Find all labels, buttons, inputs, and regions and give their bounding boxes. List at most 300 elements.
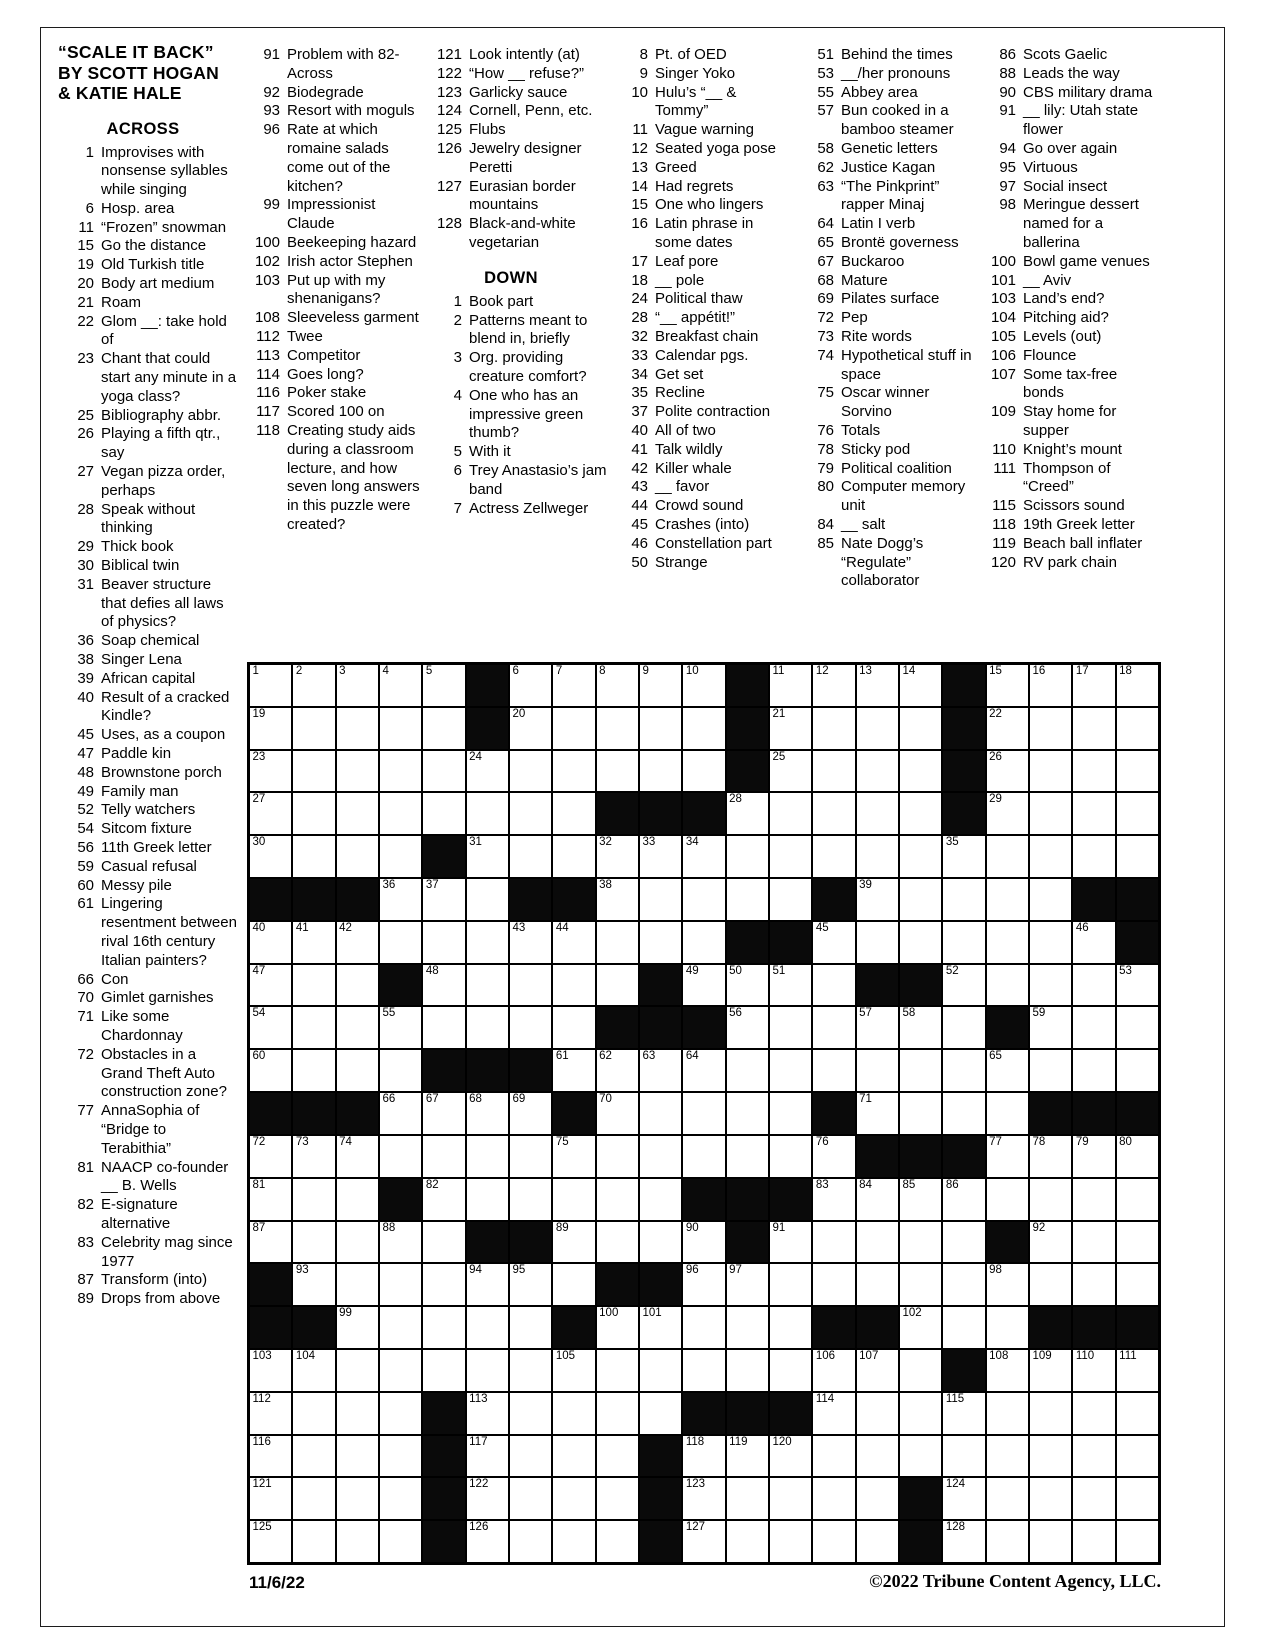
grid-cell[interactable]	[379, 1263, 422, 1306]
grid-cell[interactable]	[726, 1306, 769, 1349]
grid-cell[interactable]	[942, 1435, 985, 1478]
grid-cell[interactable]	[986, 792, 1029, 835]
grid-cell[interactable]	[899, 1435, 942, 1478]
grid-cell[interactable]	[509, 1392, 552, 1435]
grid-cell[interactable]	[942, 835, 985, 878]
grid-cell[interactable]	[596, 921, 639, 964]
grid-cell[interactable]	[422, 1092, 465, 1135]
grid-cell[interactable]	[639, 664, 682, 707]
grid-cell[interactable]	[639, 1392, 682, 1435]
grid-cell[interactable]	[509, 750, 552, 793]
grid-cell[interactable]	[1116, 1477, 1159, 1520]
grid-cell[interactable]	[336, 1049, 379, 1092]
grid-cell[interactable]	[422, 750, 465, 793]
grid-cell[interactable]	[899, 664, 942, 707]
grid-cell[interactable]	[1072, 750, 1115, 793]
grid-cell[interactable]	[552, 1520, 595, 1563]
grid-cell[interactable]	[509, 1520, 552, 1563]
grid-cell[interactable]	[812, 707, 855, 750]
grid-cell[interactable]	[466, 878, 509, 921]
grid-cell[interactable]	[986, 1392, 1029, 1435]
grid-cell[interactable]	[466, 964, 509, 1007]
grid-cell[interactable]	[899, 1049, 942, 1092]
grid-cell[interactable]	[1029, 1520, 1072, 1563]
grid-cell[interactable]	[336, 1178, 379, 1221]
grid-cell[interactable]	[552, 792, 595, 835]
grid-cell[interactable]	[1029, 1435, 1072, 1478]
grid-cell[interactable]	[292, 1477, 335, 1520]
grid-cell[interactable]	[1116, 1178, 1159, 1221]
grid-cell[interactable]	[1072, 1477, 1115, 1520]
grid-cell[interactable]	[1116, 1263, 1159, 1306]
grid-cell[interactable]	[249, 1135, 292, 1178]
grid-cell[interactable]	[422, 1221, 465, 1264]
grid-cell[interactable]	[856, 750, 899, 793]
grid-cell[interactable]	[812, 921, 855, 964]
grid-cell[interactable]	[292, 1049, 335, 1092]
grid-cell[interactable]	[986, 707, 1029, 750]
grid-cell[interactable]	[1029, 878, 1072, 921]
grid-cell[interactable]	[292, 1520, 335, 1563]
grid-cell[interactable]	[379, 664, 422, 707]
grid-cell[interactable]	[1116, 792, 1159, 835]
grid-cell[interactable]	[812, 1392, 855, 1435]
grid-cell[interactable]	[466, 750, 509, 793]
grid-cell[interactable]	[336, 792, 379, 835]
grid-cell[interactable]	[249, 835, 292, 878]
grid-cell[interactable]	[552, 964, 595, 1007]
grid-cell[interactable]	[422, 878, 465, 921]
grid-cell[interactable]	[812, 1263, 855, 1306]
grid-cell[interactable]	[249, 1349, 292, 1392]
grid-cell[interactable]	[292, 664, 335, 707]
grid-cell[interactable]	[986, 1092, 1029, 1135]
grid-cell[interactable]	[1072, 792, 1115, 835]
grid-cell[interactable]	[1029, 1135, 1072, 1178]
grid-cell[interactable]	[682, 835, 725, 878]
grid-cell[interactable]	[856, 1263, 899, 1306]
grid-cell[interactable]	[986, 1349, 1029, 1392]
grid-cell[interactable]	[552, 1349, 595, 1392]
grid-cell[interactable]	[812, 1520, 855, 1563]
grid-cell[interactable]	[292, 835, 335, 878]
grid-cell[interactable]	[1116, 707, 1159, 750]
grid-cell[interactable]	[769, 1135, 812, 1178]
grid-cell[interactable]	[682, 1221, 725, 1264]
grid-cell[interactable]	[552, 1263, 595, 1306]
grid-cell[interactable]	[1116, 1392, 1159, 1435]
grid-cell[interactable]	[509, 1006, 552, 1049]
grid-cell[interactable]	[726, 1135, 769, 1178]
grid-cell[interactable]	[596, 707, 639, 750]
grid-cell[interactable]	[769, 1477, 812, 1520]
grid-cell[interactable]	[1072, 1349, 1115, 1392]
grid-cell[interactable]	[639, 750, 682, 793]
grid-cell[interactable]	[769, 1349, 812, 1392]
grid-cell[interactable]	[942, 1263, 985, 1306]
grid-cell[interactable]	[986, 1477, 1029, 1520]
grid-cell[interactable]	[942, 1178, 985, 1221]
grid-cell[interactable]	[899, 1221, 942, 1264]
grid-cell[interactable]	[1072, 964, 1115, 1007]
grid-cell[interactable]	[292, 750, 335, 793]
grid-cell[interactable]	[422, 1135, 465, 1178]
grid-cell[interactable]	[509, 835, 552, 878]
grid-cell[interactable]	[726, 1477, 769, 1520]
grid-cell[interactable]	[639, 1221, 682, 1264]
grid-cell[interactable]	[422, 1306, 465, 1349]
grid-cell[interactable]	[899, 792, 942, 835]
grid-cell[interactable]	[379, 1221, 422, 1264]
grid-cell[interactable]	[596, 1135, 639, 1178]
grid-cell[interactable]	[249, 1221, 292, 1264]
grid-cell[interactable]	[249, 707, 292, 750]
grid-cell[interactable]	[249, 1006, 292, 1049]
grid-cell[interactable]	[336, 1263, 379, 1306]
grid-cell[interactable]	[336, 1349, 379, 1392]
grid-cell[interactable]	[899, 707, 942, 750]
grid-cell[interactable]	[1116, 1520, 1159, 1563]
grid-cell[interactable]	[292, 1392, 335, 1435]
grid-cell[interactable]	[1029, 921, 1072, 964]
grid-cell[interactable]	[682, 1349, 725, 1392]
grid-cell[interactable]	[422, 792, 465, 835]
grid-cell[interactable]	[942, 921, 985, 964]
grid-cell[interactable]	[1072, 835, 1115, 878]
grid-cell[interactable]	[899, 1306, 942, 1349]
grid-cell[interactable]	[1072, 1006, 1115, 1049]
grid-cell[interactable]	[812, 1477, 855, 1520]
grid-cell[interactable]	[596, 1221, 639, 1264]
grid-cell[interactable]	[682, 1477, 725, 1520]
grid-cell[interactable]	[249, 750, 292, 793]
grid-cell[interactable]	[726, 1092, 769, 1135]
grid-cell[interactable]	[596, 878, 639, 921]
grid-cell[interactable]	[509, 1349, 552, 1392]
grid-cell[interactable]	[726, 1520, 769, 1563]
grid-cell[interactable]	[812, 1006, 855, 1049]
grid-cell[interactable]	[596, 964, 639, 1007]
grid-cell[interactable]	[422, 664, 465, 707]
grid-cell[interactable]	[1072, 664, 1115, 707]
grid-cell[interactable]	[596, 1520, 639, 1563]
grid-cell[interactable]	[336, 750, 379, 793]
grid-cell[interactable]	[552, 1049, 595, 1092]
grid-cell[interactable]	[422, 707, 465, 750]
grid-cell[interactable]	[639, 921, 682, 964]
grid-cell[interactable]	[552, 921, 595, 964]
grid-cell[interactable]	[1072, 921, 1115, 964]
grid-cell[interactable]	[899, 1178, 942, 1221]
grid-cell[interactable]	[1072, 1392, 1115, 1435]
grid-cell[interactable]	[682, 1135, 725, 1178]
grid-cell[interactable]	[292, 921, 335, 964]
grid-cell[interactable]	[1116, 835, 1159, 878]
grid-cell[interactable]	[1072, 1520, 1115, 1563]
grid-cell[interactable]	[422, 1349, 465, 1392]
grid-cell[interactable]	[466, 1477, 509, 1520]
grid-cell[interactable]	[726, 1049, 769, 1092]
grid-cell[interactable]	[379, 1049, 422, 1092]
grid-cell[interactable]	[292, 1435, 335, 1478]
grid-cell[interactable]	[1116, 750, 1159, 793]
grid-cell[interactable]	[552, 1006, 595, 1049]
grid-cell[interactable]	[899, 921, 942, 964]
grid-cell[interactable]	[466, 1006, 509, 1049]
grid-cell[interactable]	[682, 750, 725, 793]
grid-cell[interactable]	[596, 1477, 639, 1520]
grid-cell[interactable]	[509, 1135, 552, 1178]
grid-cell[interactable]	[379, 1349, 422, 1392]
grid-cell[interactable]	[249, 792, 292, 835]
grid-cell[interactable]	[1029, 835, 1072, 878]
grid-cell[interactable]	[422, 1006, 465, 1049]
grid-cell[interactable]	[812, 1178, 855, 1221]
grid-cell[interactable]	[466, 1263, 509, 1306]
grid-cell[interactable]	[422, 921, 465, 964]
grid-cell[interactable]	[509, 964, 552, 1007]
grid-cell[interactable]	[899, 1392, 942, 1435]
grid-cell[interactable]	[379, 707, 422, 750]
grid-cell[interactable]	[596, 1392, 639, 1435]
grid-cell[interactable]	[292, 1221, 335, 1264]
grid-cell[interactable]	[942, 1306, 985, 1349]
grid-cell[interactable]	[769, 1092, 812, 1135]
grid-cell[interactable]	[1072, 1221, 1115, 1264]
grid-cell[interactable]	[292, 1349, 335, 1392]
grid-cell[interactable]	[1072, 1049, 1115, 1092]
grid-cell[interactable]	[856, 1049, 899, 1092]
grid-cell[interactable]	[682, 707, 725, 750]
grid-cell[interactable]	[726, 1006, 769, 1049]
grid-cell[interactable]	[422, 1263, 465, 1306]
grid-cell[interactable]	[856, 1435, 899, 1478]
grid-cell[interactable]	[986, 964, 1029, 1007]
grid-cell[interactable]	[812, 664, 855, 707]
grid-cell[interactable]	[1116, 1135, 1159, 1178]
grid-cell[interactable]	[769, 878, 812, 921]
grid-cell[interactable]	[336, 835, 379, 878]
grid-cell[interactable]	[509, 792, 552, 835]
grid-cell[interactable]	[249, 664, 292, 707]
grid-cell[interactable]	[1029, 1049, 1072, 1092]
grid-cell[interactable]	[682, 1092, 725, 1135]
grid-cell[interactable]	[639, 707, 682, 750]
grid-cell[interactable]	[466, 1178, 509, 1221]
grid-cell[interactable]	[899, 750, 942, 793]
grid-cell[interactable]	[509, 1435, 552, 1478]
grid-cell[interactable]	[552, 1221, 595, 1264]
grid-cell[interactable]	[986, 921, 1029, 964]
grid-cell[interactable]	[466, 1135, 509, 1178]
grid-cell[interactable]	[1029, 707, 1072, 750]
grid-cell[interactable]	[986, 750, 1029, 793]
grid-cell[interactable]	[682, 1306, 725, 1349]
grid-cell[interactable]	[336, 964, 379, 1007]
grid-cell[interactable]	[552, 1178, 595, 1221]
grid-cell[interactable]	[249, 1520, 292, 1563]
grid-cell[interactable]	[682, 664, 725, 707]
grid-cell[interactable]	[986, 664, 1029, 707]
grid-cell[interactable]	[856, 1092, 899, 1135]
grid-cell[interactable]	[336, 1477, 379, 1520]
grid-cell[interactable]	[422, 964, 465, 1007]
grid-cell[interactable]	[1072, 707, 1115, 750]
grid-cell[interactable]	[466, 792, 509, 835]
grid-cell[interactable]	[812, 964, 855, 1007]
grid-cell[interactable]	[899, 835, 942, 878]
grid-cell[interactable]	[336, 1392, 379, 1435]
grid-cell[interactable]	[336, 707, 379, 750]
grid-cell[interactable]	[1029, 1263, 1072, 1306]
grid-cell[interactable]	[292, 1135, 335, 1178]
grid-cell[interactable]	[639, 1349, 682, 1392]
grid-cell[interactable]	[249, 1049, 292, 1092]
grid-cell[interactable]	[812, 1049, 855, 1092]
grid-cell[interactable]	[812, 792, 855, 835]
grid-cell[interactable]	[942, 1092, 985, 1135]
grid-cell[interactable]	[1116, 664, 1159, 707]
grid-cell[interactable]	[682, 1520, 725, 1563]
grid-cell[interactable]	[769, 964, 812, 1007]
grid-cell[interactable]	[856, 792, 899, 835]
grid-cell[interactable]	[379, 1520, 422, 1563]
grid-cell[interactable]	[986, 1306, 1029, 1349]
grid-cell[interactable]	[292, 1178, 335, 1221]
grid-cell[interactable]	[856, 921, 899, 964]
grid-cell[interactable]	[856, 1477, 899, 1520]
grid-cell[interactable]	[769, 792, 812, 835]
grid-cell[interactable]	[1116, 1435, 1159, 1478]
grid-cell[interactable]	[1029, 1221, 1072, 1264]
grid-cell[interactable]	[336, 664, 379, 707]
grid-cell[interactable]	[509, 707, 552, 750]
grid-cell[interactable]	[769, 1049, 812, 1092]
grid-cell[interactable]	[726, 792, 769, 835]
grid-cell[interactable]	[986, 835, 1029, 878]
grid-cell[interactable]	[986, 1049, 1029, 1092]
grid-cell[interactable]	[986, 1435, 1029, 1478]
grid-cell[interactable]	[769, 664, 812, 707]
grid-cell[interactable]	[596, 1349, 639, 1392]
grid-cell[interactable]	[639, 1092, 682, 1135]
grid-cell[interactable]	[1116, 1349, 1159, 1392]
grid-cell[interactable]	[466, 1306, 509, 1349]
grid-cell[interactable]	[379, 878, 422, 921]
grid-cell[interactable]	[466, 1435, 509, 1478]
grid-cell[interactable]	[1029, 1006, 1072, 1049]
grid-cell[interactable]	[1029, 750, 1072, 793]
grid-cell[interactable]	[596, 835, 639, 878]
grid-cell[interactable]	[899, 1263, 942, 1306]
grid-cell[interactable]	[942, 1392, 985, 1435]
grid-cell[interactable]	[292, 707, 335, 750]
grid-cell[interactable]	[726, 1435, 769, 1478]
grid-cell[interactable]	[379, 921, 422, 964]
grid-cell[interactable]	[942, 1049, 985, 1092]
grid-cell[interactable]	[856, 1392, 899, 1435]
grid-cell[interactable]	[1029, 1178, 1072, 1221]
grid-cell[interactable]	[1116, 1049, 1159, 1092]
grid-cell[interactable]	[682, 1049, 725, 1092]
grid-cell[interactable]	[1116, 964, 1159, 1007]
grid-cell[interactable]	[379, 835, 422, 878]
grid-cell[interactable]	[379, 1135, 422, 1178]
grid-cell[interactable]	[856, 878, 899, 921]
grid-cell[interactable]	[466, 1392, 509, 1435]
grid-cell[interactable]	[856, 1178, 899, 1221]
grid-cell[interactable]	[812, 1435, 855, 1478]
grid-cell[interactable]	[509, 1092, 552, 1135]
grid-cell[interactable]	[769, 1006, 812, 1049]
grid-cell[interactable]	[769, 1306, 812, 1349]
grid-cell[interactable]	[769, 1435, 812, 1478]
grid-cell[interactable]	[899, 1092, 942, 1135]
grid-cell[interactable]	[942, 1221, 985, 1264]
grid-cell[interactable]	[639, 878, 682, 921]
grid-cell[interactable]	[596, 750, 639, 793]
grid-cell[interactable]	[292, 964, 335, 1007]
grid-cell[interactable]	[1029, 664, 1072, 707]
grid-cell[interactable]	[856, 835, 899, 878]
grid-cell[interactable]	[726, 835, 769, 878]
grid-cell[interactable]	[379, 1435, 422, 1478]
grid-cell[interactable]	[552, 1135, 595, 1178]
grid-cell[interactable]	[336, 1221, 379, 1264]
grid-cell[interactable]	[986, 1178, 1029, 1221]
grid-cell[interactable]	[1029, 1392, 1072, 1435]
grid-cell[interactable]	[856, 1221, 899, 1264]
grid-cell[interactable]	[552, 707, 595, 750]
grid-cell[interactable]	[639, 1306, 682, 1349]
grid-cell[interactable]	[942, 878, 985, 921]
grid-cell[interactable]	[596, 1306, 639, 1349]
grid-cell[interactable]	[596, 1092, 639, 1135]
grid-cell[interactable]	[856, 707, 899, 750]
grid-cell[interactable]	[942, 1006, 985, 1049]
grid-cell[interactable]	[336, 1306, 379, 1349]
grid-cell[interactable]	[509, 1306, 552, 1349]
grid-cell[interactable]	[1029, 1477, 1072, 1520]
grid-cell[interactable]	[336, 1006, 379, 1049]
grid-cell[interactable]	[379, 1477, 422, 1520]
grid-cell[interactable]	[769, 1263, 812, 1306]
grid-cell[interactable]	[726, 1263, 769, 1306]
grid-cell[interactable]	[769, 707, 812, 750]
grid-cell[interactable]	[249, 1178, 292, 1221]
grid-cell[interactable]	[1029, 1349, 1072, 1392]
grid-cell[interactable]	[552, 750, 595, 793]
grid-cell[interactable]	[769, 835, 812, 878]
grid-cell[interactable]	[249, 921, 292, 964]
grid-cell[interactable]	[1116, 1006, 1159, 1049]
grid-cell[interactable]	[1029, 792, 1072, 835]
grid-cell[interactable]	[379, 1006, 422, 1049]
grid-cell[interactable]	[509, 664, 552, 707]
grid-cell[interactable]	[856, 1520, 899, 1563]
grid-cell[interactable]	[769, 1221, 812, 1264]
grid-cell[interactable]	[552, 1435, 595, 1478]
grid-cell[interactable]	[769, 1520, 812, 1563]
grid-cell[interactable]	[812, 835, 855, 878]
grid-cell[interactable]	[682, 964, 725, 1007]
grid-cell[interactable]	[899, 878, 942, 921]
grid-cell[interactable]	[336, 1135, 379, 1178]
grid-cell[interactable]	[942, 964, 985, 1007]
grid-cell[interactable]	[336, 1435, 379, 1478]
grid-cell[interactable]	[986, 1520, 1029, 1563]
grid-cell[interactable]	[596, 664, 639, 707]
